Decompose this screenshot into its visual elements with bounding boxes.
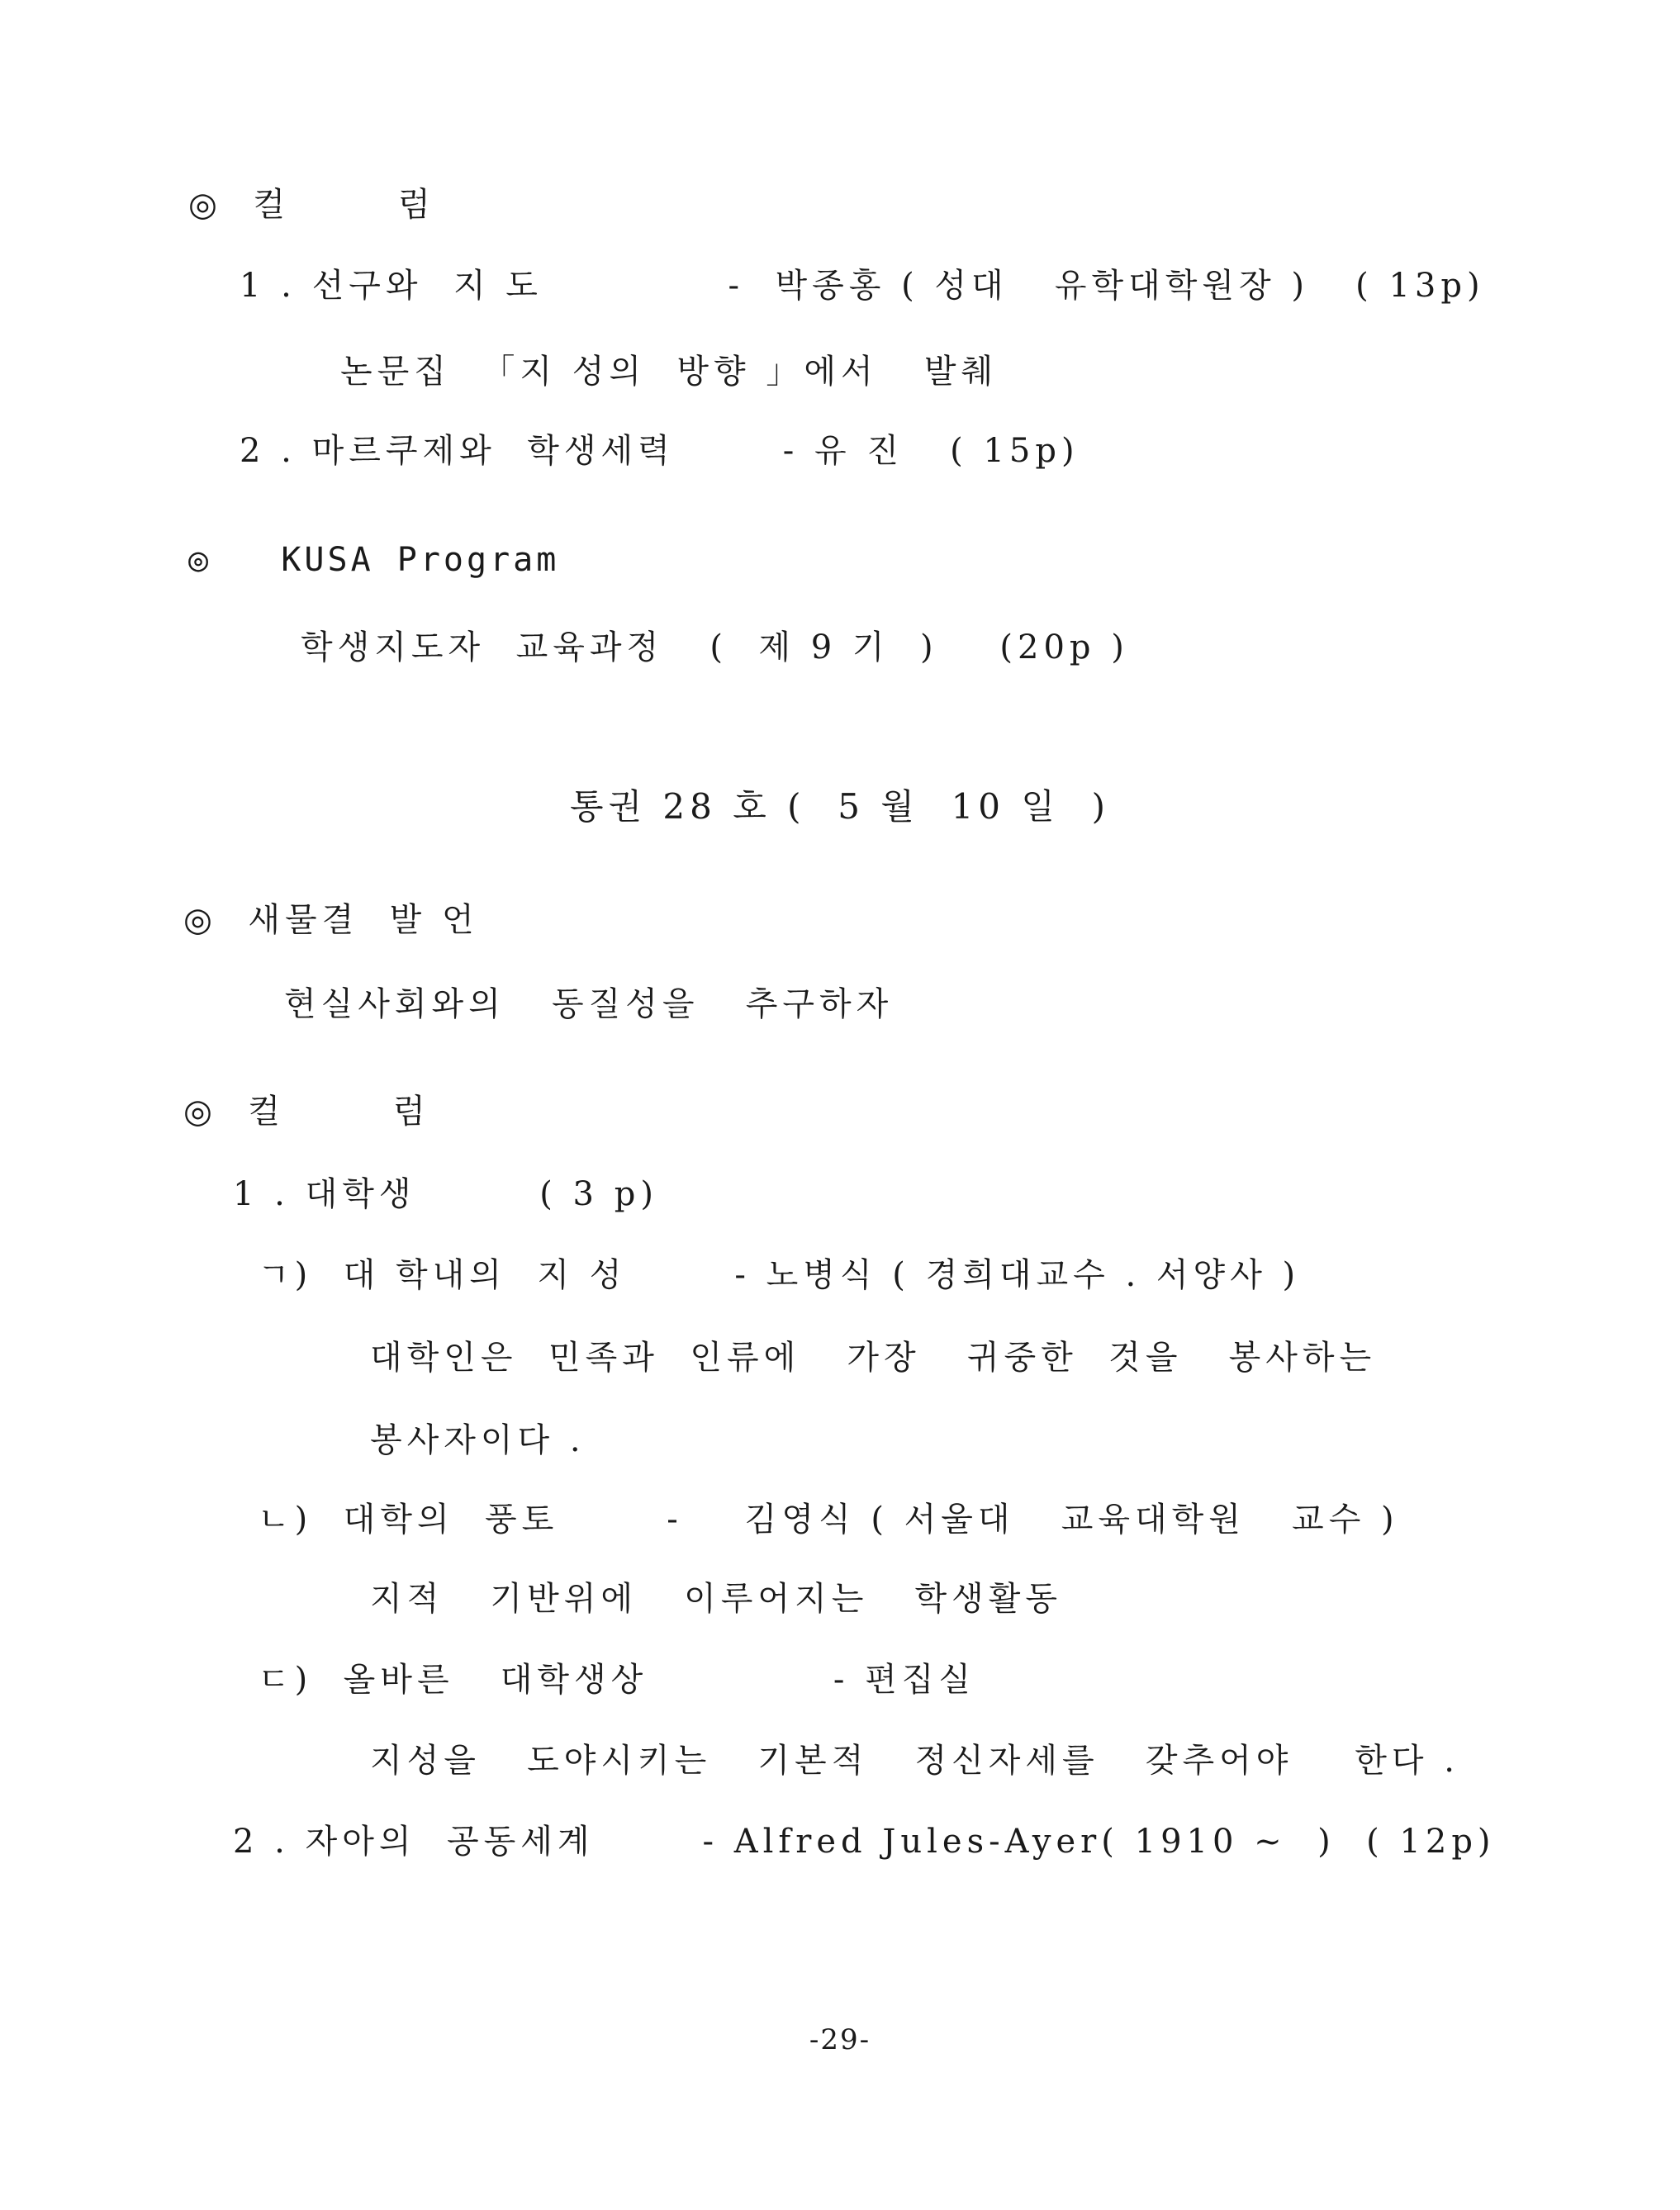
column-heading-1: ◎ 컬 럼 (188, 186, 435, 224)
sub-c-line1: 지성을 도야시키는 기본적 정신자세를 갖추어야 한다 . (370, 1742, 1459, 1780)
new-wave-heading: ◎ 새물결 발 언 (183, 901, 479, 939)
sub-b-line1: 지적 기반위에 이루어지는 학생활동 (370, 1580, 1063, 1618)
column-2-item-1: 1 . 대학생 ( 3 p) (233, 1175, 658, 1213)
sub-a-line1: 대학인은 민족과 인류에 가장 귀중한 것을 봉사하는 (370, 1339, 1377, 1377)
column-1-item-1-note: 논문집 「지 성의 방향 」에서 발췌 (340, 353, 999, 391)
sub-b-title: ㄴ) 대학의 풍토 - 김영식 ( 서울대 교육대학원 교수 ) (258, 1501, 1399, 1539)
sub-a-line2: 봉사자이다 . (370, 1421, 586, 1459)
kusa-heading: ◎ KUSA Program (188, 541, 560, 579)
column-1-item-2-title: 2 . 마르쿠제와 학생세력 - 유 진 ( 15p) (240, 432, 1080, 470)
column-1-item-1-title: 1 . 선구와 지 도 - 박종홍 ( 성대 유학대학원장 ) ( 13p) (240, 267, 1485, 305)
sub-a-title: ㄱ) 대 학내의 지 성 - 노병식 ( 경희대교수 . 서양사 ) (258, 1256, 1301, 1294)
page-number: -29- (809, 2023, 871, 2056)
sub-c-title: ㄷ) 올바른 대학생상 - 편집실 (258, 1661, 976, 1699)
kusa-item: 학생지도자 교육과정 ( 제 9 기 ) (20p ) (301, 628, 1129, 666)
column-heading-2: ◎ 컬 럼 (183, 1093, 430, 1131)
issue-title: 통권 28 호 ( 5 월 10 일 ) (569, 786, 1111, 827)
column-2-item-2: 2 . 자아의 공동세계 - Alfred Jules-Ayer( 1910 ~ ) ( 12p) (233, 1823, 1496, 1861)
new-wave-text: 현실사회와의 동질성을 추구하자 (284, 985, 894, 1023)
